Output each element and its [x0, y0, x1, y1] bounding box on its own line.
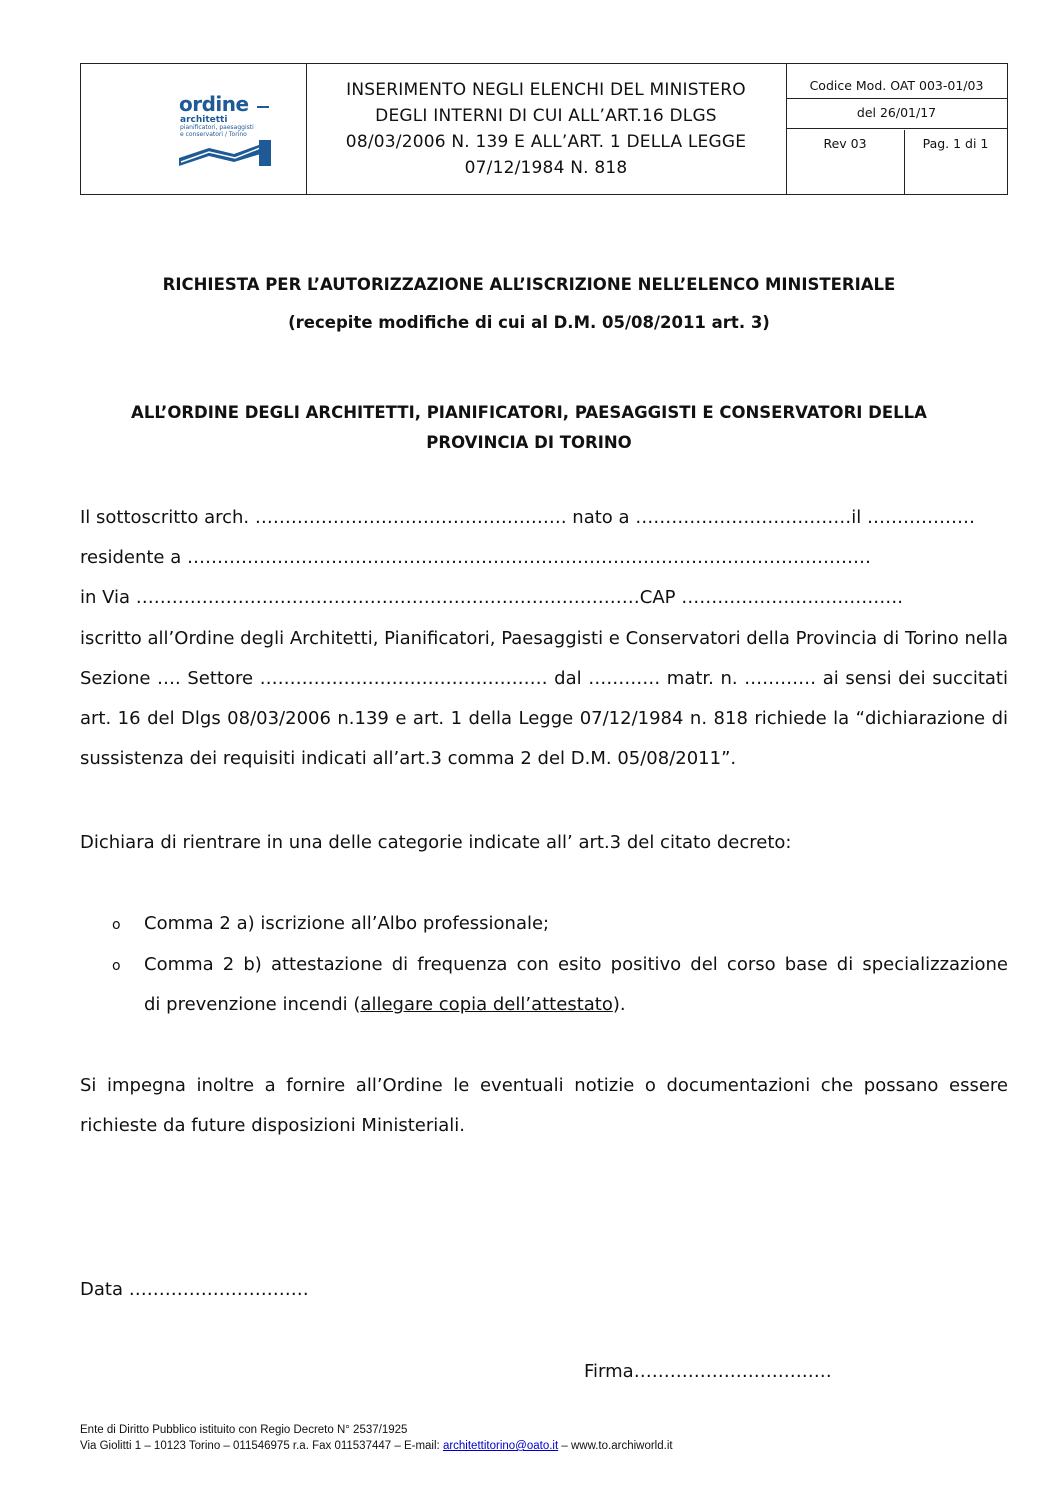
document-header [80, 63, 1008, 195]
commitment-paragraph: Si impegna inoltre a fornire all’Ordine le eventuali notizie o documentazioni che possano essere richieste da future disposizioni Ministeriali. [80, 1075, 1008, 1136]
page-number: Pag. 1 di 1 [922, 136, 989, 151]
option-b-line-2: di prevenzione incendi (allegare copia dell’attestato). [144, 994, 626, 1015]
bullet-marker: o [112, 917, 121, 933]
logo-cell [81, 64, 307, 194]
residence-line: residente a …………………………………………………………………………………………………… [80, 547, 871, 568]
option-b-line-1: Comma 2 b) attestazione di frequenza con esito positivo del corso base di specializzazione [144, 954, 1008, 975]
request-title: RICHIESTA PER L’AUTORIZZAZIONE ALL’ISCRIZIONE NELL’ELENCO MINISTERIALE [162, 275, 896, 294]
addressee-line-2: PROVINCIA DI TORINO [426, 433, 632, 452]
form-code: Codice Mod. OAT 003-01/03 [809, 78, 984, 93]
footer-contacts: Via Giolitti 1 – 10123 Torino – 011546975 r.a. Fax 011537447 – E-mail: architettitorino@oato.it – www.to.archiworld.it [80, 1440, 673, 1452]
applicant-line: Il sottoscritto arch. ……………………………………………. nato a ………………………………il ……………… [80, 507, 976, 528]
option-a: Comma 2 a) iscrizione all’Albo professionale; [144, 913, 550, 934]
declaration-text: Dichiara di rientrare in una delle categorie indicate all’ art.3 del citato decreto: [80, 832, 792, 853]
logo-wave-graphic [179, 138, 275, 168]
header-meta [786, 64, 1007, 194]
footer-email-link[interactable]: architettitorino@oato.it [442, 1440, 559, 1452]
logo-word: ordine [179, 92, 249, 116]
address-line: in Via …………………………………………………………………………CAP ………………………………. [80, 587, 903, 608]
request-subtitle: (recepite modifiche di cui al D.M. 05/08/2011 art. 3) [288, 313, 770, 332]
logo-subtitle: architetti pianificatori, paesaggisti e conservatori / Torino [180, 115, 254, 138]
footer-institution: Ente di Diritto Pubblico istituito con Regio Decreto N° 2537/1925 [80, 1424, 408, 1436]
ordine-logo [179, 92, 279, 170]
form-date: del 26/01/17 [856, 105, 937, 120]
revision: Rev 03 [823, 136, 867, 151]
bullet-marker: o [112, 958, 121, 974]
date-field: Data ………………………… [80, 1279, 309, 1300]
registration-paragraph: iscritto all’Ordine degli Architetti, Pianificatori, Paesaggisti e Conservatori della Provincia di Torino nella Sezione …. Settore ………………………………………… dal ………… matr. n. ………… ai sensi dei succitati art. 16 del Dlgs 08/03/2006 n.139 e art. 1 della Legge 07/12/1984 n. 818 richiede la “dichiarazione di sussistenza dei requisiti indicati all’art.3 comma 2 del D.M. 05/08/2011”. [80, 628, 1008, 769]
addressee-line-1: ALL’ORDINE DEGLI ARCHITETTI, PIANIFICATORI, PAESAGGISTI E CONSERVATORI DELLA [131, 403, 927, 422]
signature-field: Firma…………………………… [584, 1361, 832, 1382]
header-title: INSERIMENTO NEGLI ELENCHI DEL MINISTERO DEGLI INTERNI DI CUI ALL’ART.16 DLGS 08/03/2006 N. 139 E ALL’ART. 1 DELLA LEGGE 07/12/1984 N. 818 [306, 64, 787, 194]
attachment-note: allegare copia dell’attestato [360, 994, 613, 1015]
